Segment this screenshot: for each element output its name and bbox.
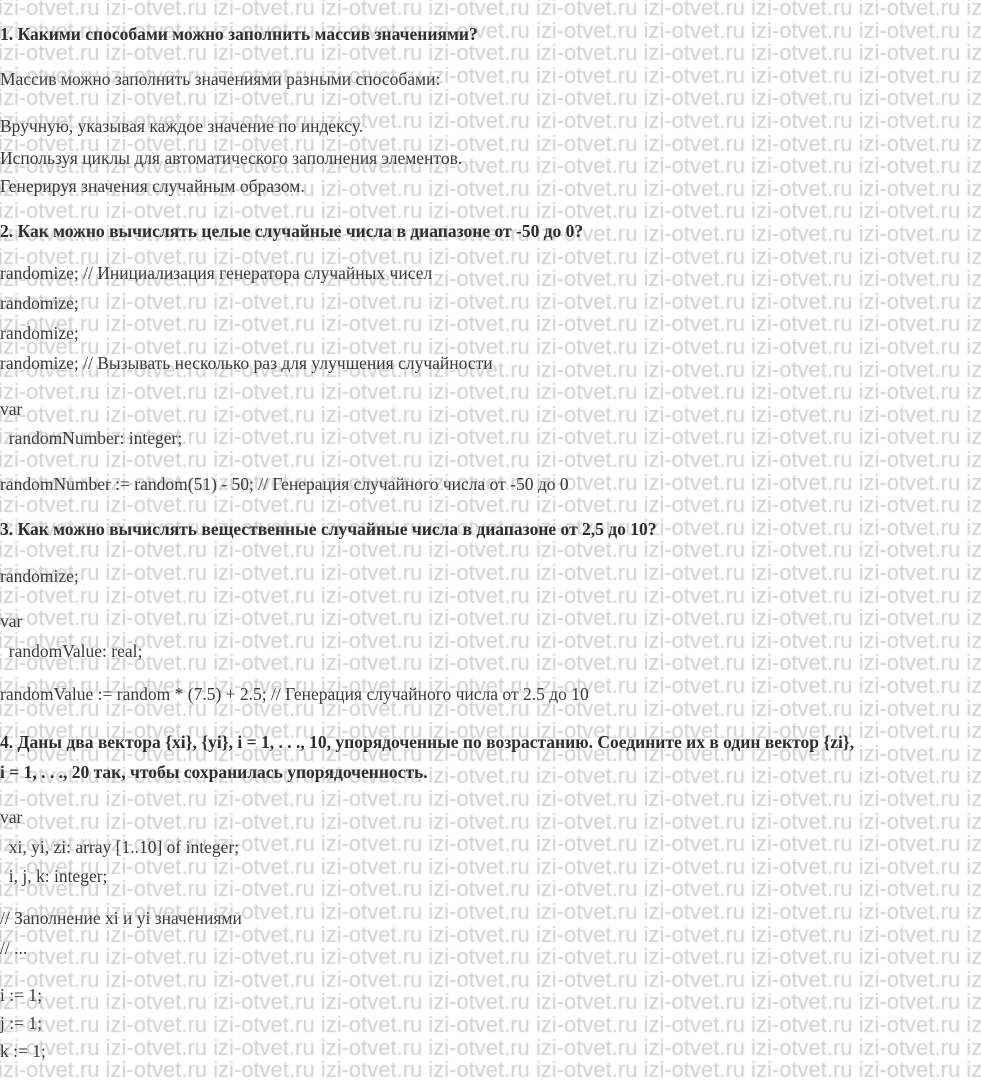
text-line: randomize; [0,566,79,586]
text-line: randomize; [0,293,79,313]
text-line: Массив можно заполнить значениями разными способами: [0,69,441,89]
question-heading: 1. Какими способами можно заполнить массив значениями? [0,24,478,44]
text-line: xi, yi, zi: array [1..10] of integer; [0,837,240,857]
text-line: randomNumber: integer; [0,428,183,448]
text-line: k := 1; [0,1041,46,1061]
text-line: i := 1; [0,985,42,1005]
text-line: var [0,399,23,419]
text-line: i, j, k: integer; [0,866,108,886]
text-line: var [0,611,23,631]
text-line: Используя циклы для автоматического заполнения элементов. [0,148,463,168]
text-line: Вручную, указывая каждое значение по индексу. [0,116,364,136]
text-line: // ... [0,938,28,958]
text-line: // Заполнение xi и yi значениями [0,908,242,928]
text-line: randomize; [0,323,79,343]
text-line: randomNumber := random(51) - 50; // Генерация случайного числа от -50 до 0 [0,474,569,494]
text-line: randomize; // Вызывать несколько раз для улучшения случайности [0,353,493,373]
text-line: Генерируя значения случайным образом. [0,176,305,196]
text-line: var [0,807,23,827]
text-line: randomValue := random * (7.5) + 2.5; // Генерация случайного числа от 2.5 до 10 [0,684,589,704]
question-heading: 3. Как можно вычислять вещественные случайные числа в диапазоне от 2,5 до 10? [0,519,657,539]
text-line: j := 1; [0,1013,42,1033]
question-heading: 4. Даны два вектора {xi}, {yi}, i = 1, . . ., 10, упорядоченные по возрастанию. Соедините их в один вектор {zi}, [0,732,855,752]
question-heading: i = 1, . . ., 20 так, чтобы сохранилась упорядоченность. [0,762,428,782]
question-heading: 2. Как можно вычислять целые случайные числа в диапазоне от -50 до 0? [0,221,584,241]
text-line: randomize; // Инициализация генератора случайных чисел [0,263,433,283]
text-line: randomValue: real; [0,641,143,661]
